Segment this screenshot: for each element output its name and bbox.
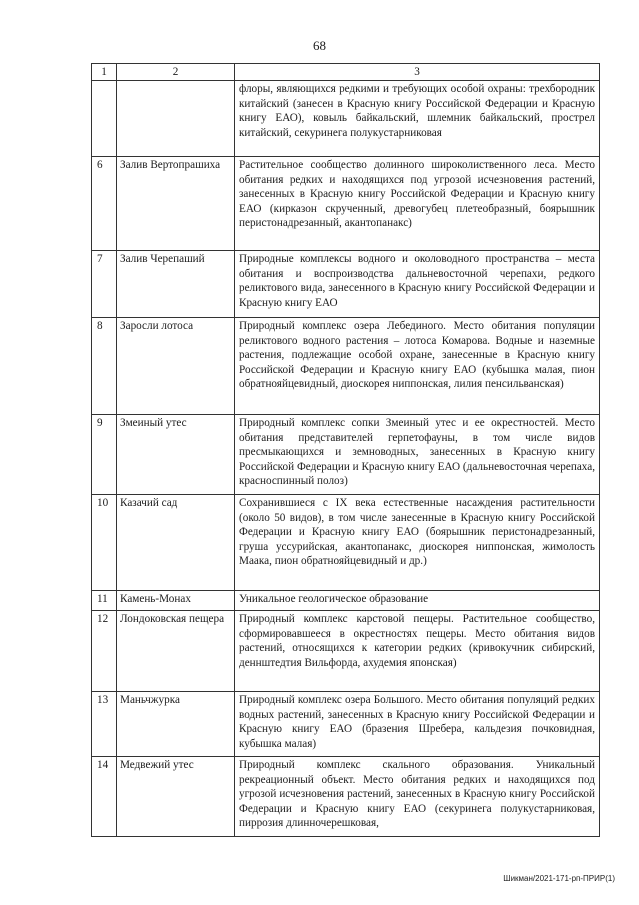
- row-name: Медвежий утес: [117, 757, 235, 837]
- row-name: Заросли лотоса: [117, 318, 235, 415]
- row-name: Казачий сад: [117, 495, 235, 591]
- row-description: флоры, являющихся редкими и требующих особой охраны: трехбородник китайский (занесен в Красную книгу Российской Федерации и Красную книгу ЕАО), ковыль байкальский, шлемник байкальский, прострел китайский, секуринега полукустарниковая: [235, 81, 600, 157]
- table-row: [92, 757, 600, 837]
- table-row: [92, 495, 600, 591]
- row-description: Природный комплекс озера Лебединого. Место обитания популяции реликтового водного растения – лотоса Комарова. Водные и наземные растения, подлежащие особой охране, занесенные в Красную книгу Российской Федерации и Красную книгу ЕАО (кубышка малая, пион обратнояйцевидный, диоскорея ниппонская, лилия пенсильванская): [235, 318, 600, 415]
- header-col-2: 2: [117, 64, 235, 81]
- row-description: Сохранившиеся с IX века естественные насаждения растительности (около 50 видов), в том числе занесенные в Красную книгу Российской Федерации и Красную книгу ЕАО (боярышник перистонадрезанный, груша уссурийская, акантопанакс, диоскорея ниппонская, жимолость Маака, пион обратнояйцевидный и др.): [235, 495, 600, 591]
- row-number: 9: [92, 415, 117, 495]
- table-row: [92, 318, 600, 415]
- row-number: 14: [92, 757, 117, 837]
- row-number: 12: [92, 611, 117, 692]
- row-name: [117, 81, 235, 157]
- table-row: [92, 415, 600, 495]
- row-number: 6: [92, 157, 117, 251]
- row-number: 13: [92, 692, 117, 757]
- table-row: [92, 157, 600, 251]
- row-number: 10: [92, 495, 117, 591]
- row-name: Залив Вертопрашиха: [117, 157, 235, 251]
- page-number: 68: [313, 38, 326, 53]
- row-name: Змеиный утес: [117, 415, 235, 495]
- row-number: 11: [92, 591, 117, 611]
- natural-monuments-table: [91, 63, 600, 837]
- header-col-1: 1: [92, 64, 117, 81]
- row-description: Уникальное геологическое образование: [235, 591, 600, 611]
- row-description: Природный комплекс скального образования. Уникальный рекреационный объект. Место обитания редких и находящихся под угрозой исчезновения растений, занесенных в Красную книгу Российской Федерации и Красную книгу ЕАО (секуринега полукустарниковая, пиррозия длинночерешковая,: [235, 757, 600, 837]
- row-name: Камень-Монах: [117, 591, 235, 611]
- header-col-3: 3: [235, 64, 600, 81]
- row-description: Природный комплекс карстовой пещеры. Растительное сообщество, сформировавшееся в окрестностях пещеры. Место обитания видов растений, относящихся к категории редких (кривокучник сибирский, деннштедтия Вильфорда, ахудемия японская): [235, 611, 600, 692]
- row-number: [92, 81, 117, 157]
- row-description: Природные комплексы водного и околоводного пространства – места обитания и воспроизводства дальневосточной черепахи, редкого реликтового вида, занесенного в Красную книгу Российской Федерации и Красную книгу ЕАО: [235, 251, 600, 318]
- row-name: Залив Черепаший: [117, 251, 235, 318]
- table-row: [92, 692, 600, 757]
- row-description: Растительное сообщество долинного широколиственного леса. Место обитания редких и находящихся под угрозой исчезновения растений, занесенных в Красную книгу Российской Федерации и Красную книгу ЕАО (кирказон скрученный, древогубец плетеобразный, боярышник перистонадрезанный, акантопанакс): [235, 157, 600, 251]
- row-name: Лондоковская пещера: [117, 611, 235, 692]
- table-row: [92, 611, 600, 692]
- row-number: 7: [92, 251, 117, 318]
- table-row: [92, 81, 600, 157]
- row-number: 8: [92, 318, 117, 415]
- table-header-row: [92, 64, 600, 81]
- row-description: Природный комплекс сопки Змеиный утес и ее окрестностей. Место обитания представителей герпетофауны, в том числе видов пресмыкающихся и земноводных, занесенных в Красную книгу Российской Федерации и Красную книгу ЕАО (дальневосточная черепаха, красноспинный полоз): [235, 415, 600, 495]
- row-name: Маньчжурка: [117, 692, 235, 757]
- row-description: Природный комплекс озера Большого. Место обитания популяций редких водных растений, занесенных в Красную книгу Российской Федерации и Красную книгу ЕАО (бразения Шребера, кальдезия почковидная, кубышка малая): [235, 692, 600, 757]
- table-row: [92, 591, 600, 611]
- document-code: Шикман/2021-171-рп-ПРИР(1): [503, 874, 615, 883]
- table-row: [92, 251, 600, 318]
